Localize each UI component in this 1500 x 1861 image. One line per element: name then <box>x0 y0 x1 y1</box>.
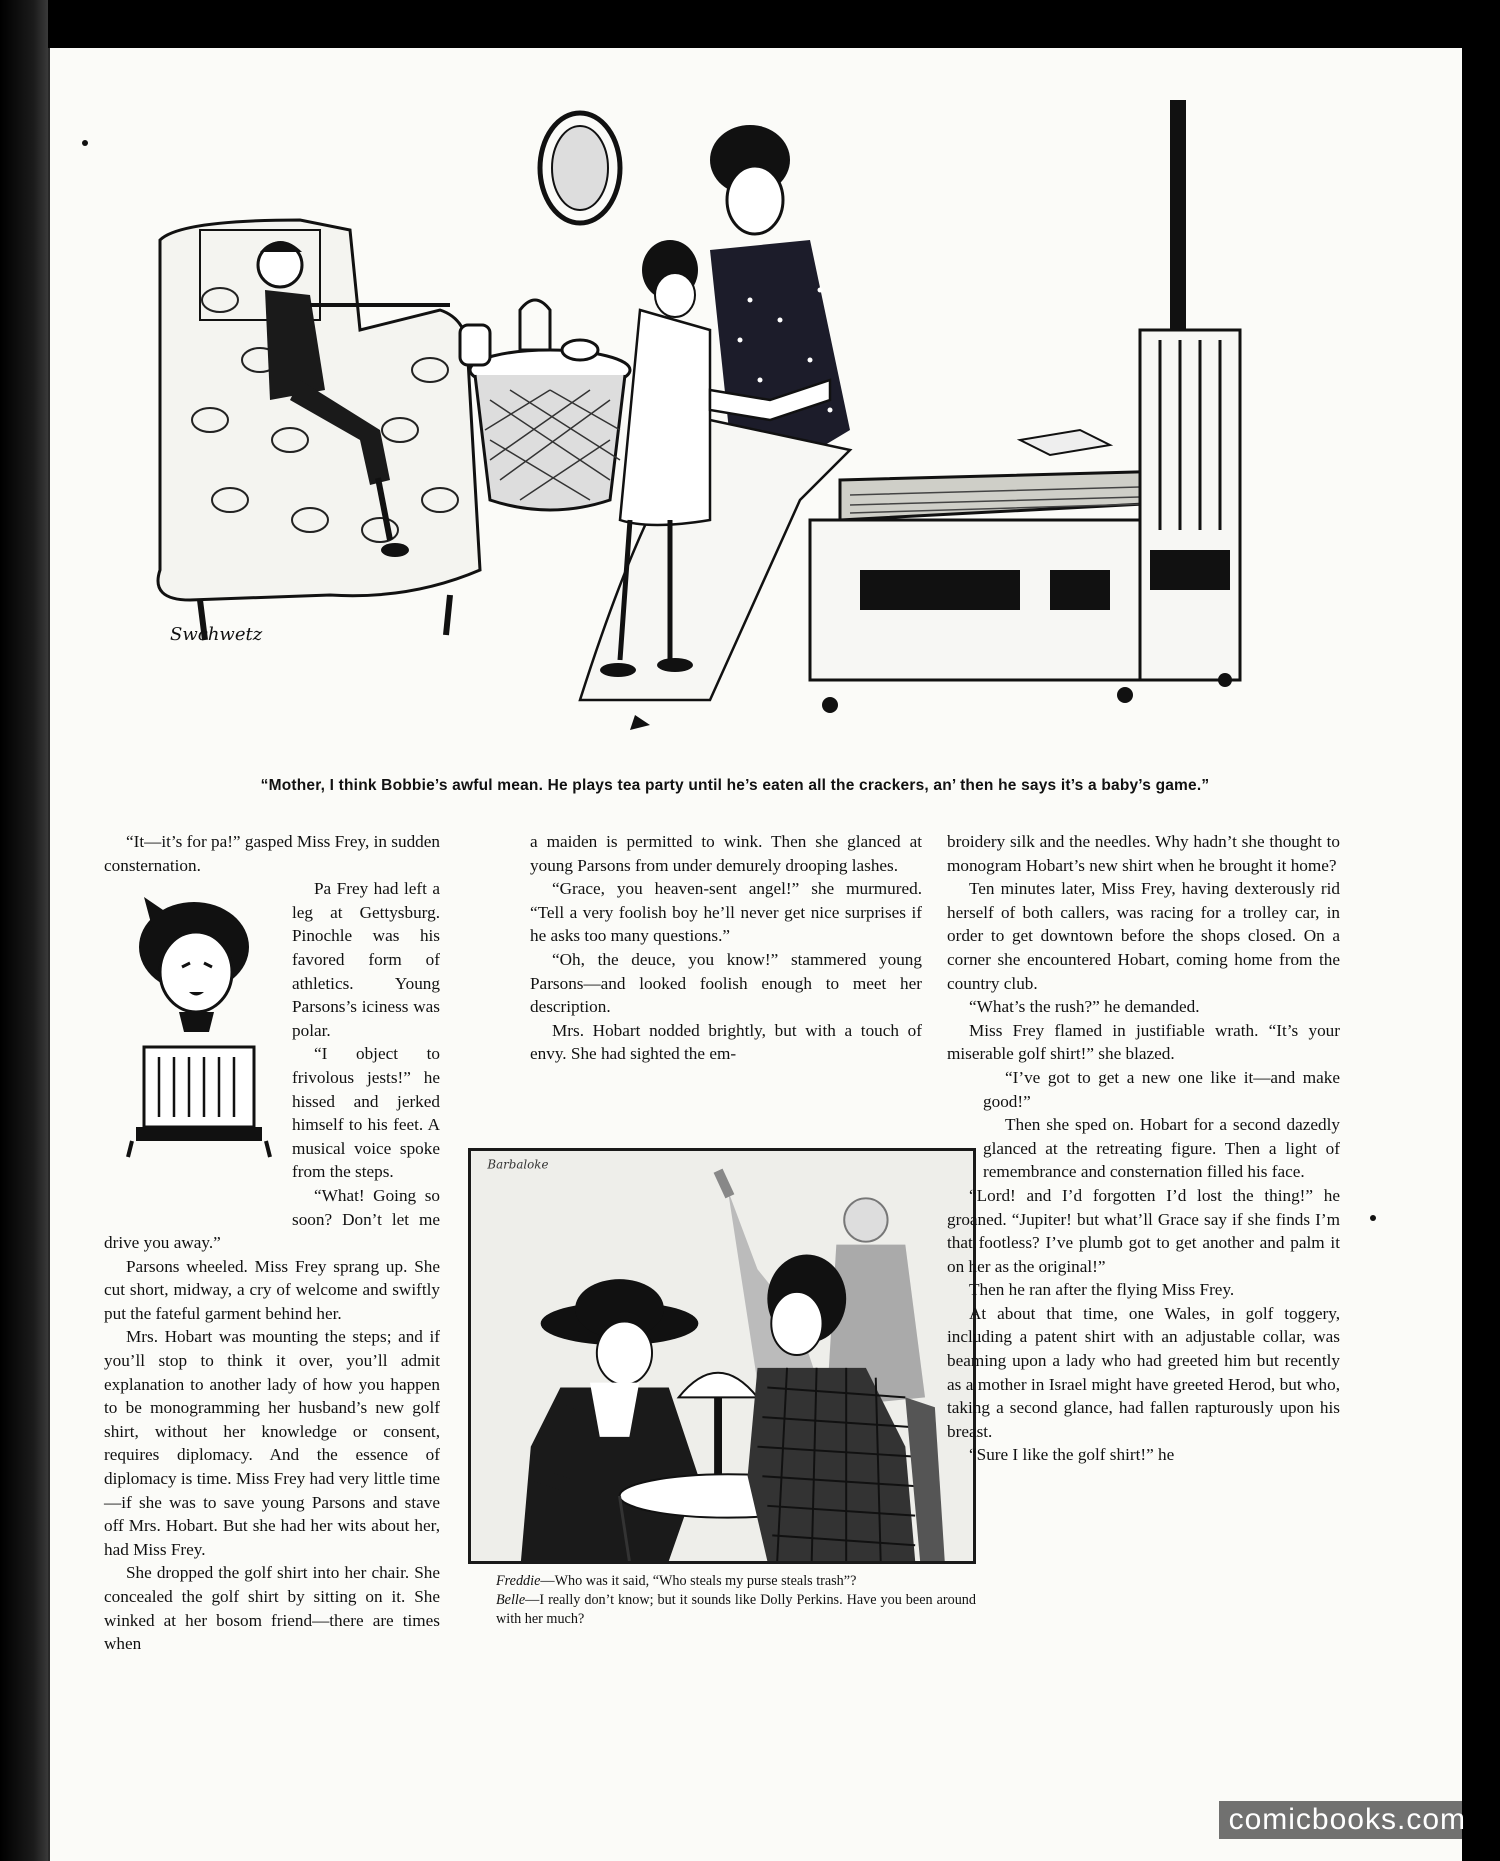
top-illustration <box>150 100 1320 760</box>
paragraph: “I’ve got to get a new one like it—and make good!” <box>983 1067 1340 1111</box>
indented-block <box>947 1066 1340 1184</box>
paragraph: Pa Frey had left a leg at Gettysburg. Pinochle was his favored form of athletics. Young Parsons’s iciness was polar. <box>292 879 440 1040</box>
paragraph: “Lord! and I’d forgotten I’d lost the thing!” he groaned. “Jupiter! but what’ll Grace say if she finds I’m that footless? I’ve plumb got to get another and palm it on her as the original!” <box>947 1185 1340 1276</box>
paragraph: “It—it’s for pa!” gasped Miss Frey, in sudden consternation. <box>104 832 440 875</box>
text-column-3 <box>947 830 1340 1467</box>
top-illustration-caption: “Mother, I think Bobbie’s awful mean. He plays tea party until he’s eaten all the crackers, an’ then he says it’s a baby’s game.” <box>260 777 1210 794</box>
text-column-1 <box>104 830 440 1656</box>
cafe-scene-caption <box>496 1572 976 1629</box>
paragraph: At about that time, one Wales, in golf toggery, including a patent shirt with an adjustable collar, was beaming upon a lady who had greeted him but recently as a mother in Israel might have greeted Herod, but who, taking a second glance, had fallen rapturously upon his breast. <box>947 1303 1340 1441</box>
paragraph: “I object to frivolous jests!” he hissed and jerked himself to his feet. A musical voice spoke from the steps. <box>292 1044 440 1182</box>
watermark: comicbooks.com <box>1219 1801 1476 1839</box>
paragraph: Then he ran after the flying Miss Frey. <box>969 1280 1235 1300</box>
paragraph: Miss Frey flamed in justifiable wrath. “It’s your miserable golf shirt!” she blazed. <box>947 1020 1340 1064</box>
inset-portrait-illustration <box>104 877 284 1217</box>
artist-signature: Swchwetz <box>170 624 263 645</box>
speaker-belle: Belle <box>496 1592 526 1608</box>
paragraph: “What’s the rush?” he demanded. <box>969 997 1200 1017</box>
paragraph: Mrs. Hobart nodded brightly, but with a touch of envy. She had sighted the em- <box>530 1020 922 1064</box>
belle-line: —I really don’t know; but it sounds like Dolly Perkins. Have you been around with her much? <box>496 1592 976 1627</box>
paragraph: Then she sped on. Hobart for a second dazedly glanced at the retreating figure. Then a light of remembrance and consternation filled his face. <box>983 1115 1340 1182</box>
paragraph: a maiden is permitted to wink. Then she glanced at young Parsons from under demurely drooping lashes. <box>530 832 922 875</box>
paragraph: She dropped the golf shirt into her chair. She concealed the golf shirt by sitting on it. She winked at her bosom friend—there are times when <box>104 1563 440 1654</box>
paragraph: Ten minutes later, Miss Frey, having dexterously rid herself of both callers, was racing for a trolley car, in order to get downtown before the shops closed. On a corner she encountered Hobart, coming home from the country club. <box>947 879 1340 993</box>
paragraph: Mrs. Hobart was mounting the steps; and if you’ll stop to think it over, you’ll admit explanation to another lady of how you happen to be monogramming her husband’s new golf shirt, without her knowledge or consent, requires diplomacy. And the essence of diplomacy is time. Miss Frey had very little time—if she was to save young Parsons and stave off Mrs. Hobart. But she had her wits about her, had Miss Frey. <box>104 1327 440 1559</box>
caption-line-belle <box>496 1591 976 1629</box>
paragraph: “Sure I like the golf shirt!” he <box>969 1445 1175 1465</box>
scan-spine-shadow <box>0 0 48 1861</box>
print-speck <box>82 140 88 146</box>
paragraph: broidery silk and the needles. Why hadn’t she thought to monogram Hobart’s new shirt when he brought it home? <box>947 832 1340 875</box>
paragraph: “Oh, the deuce, you know!” stammered young Parsons—and looked foolish enough to meet her description. <box>530 949 922 1017</box>
text-column-2 <box>530 830 922 1066</box>
paragraph: “What! Going so soon? Don’t let me drive you away.” <box>104 1185 440 1253</box>
print-speck <box>1370 1215 1376 1221</box>
cafe-scene-illustration <box>468 1148 976 1564</box>
paragraph: “Grace, you heaven-sent angel!” she murmured. “Tell a very foolish boy he’ll never get nice surprises if he asks too many questions.” <box>530 879 922 946</box>
speaker-freddie: Freddie <box>496 1573 541 1589</box>
paragraph: Parsons wheeled. Miss Frey sprang up. She cut short, midway, a cry of welcome and swiftly put the fateful garment behind her. <box>104 1256 440 1323</box>
caption-line-freddie <box>496 1572 976 1591</box>
artist-signature-mid: Barbaloke <box>487 1157 549 1172</box>
freddie-line: —Who was it said, “Who steals my purse steals trash”? <box>540 1573 857 1589</box>
